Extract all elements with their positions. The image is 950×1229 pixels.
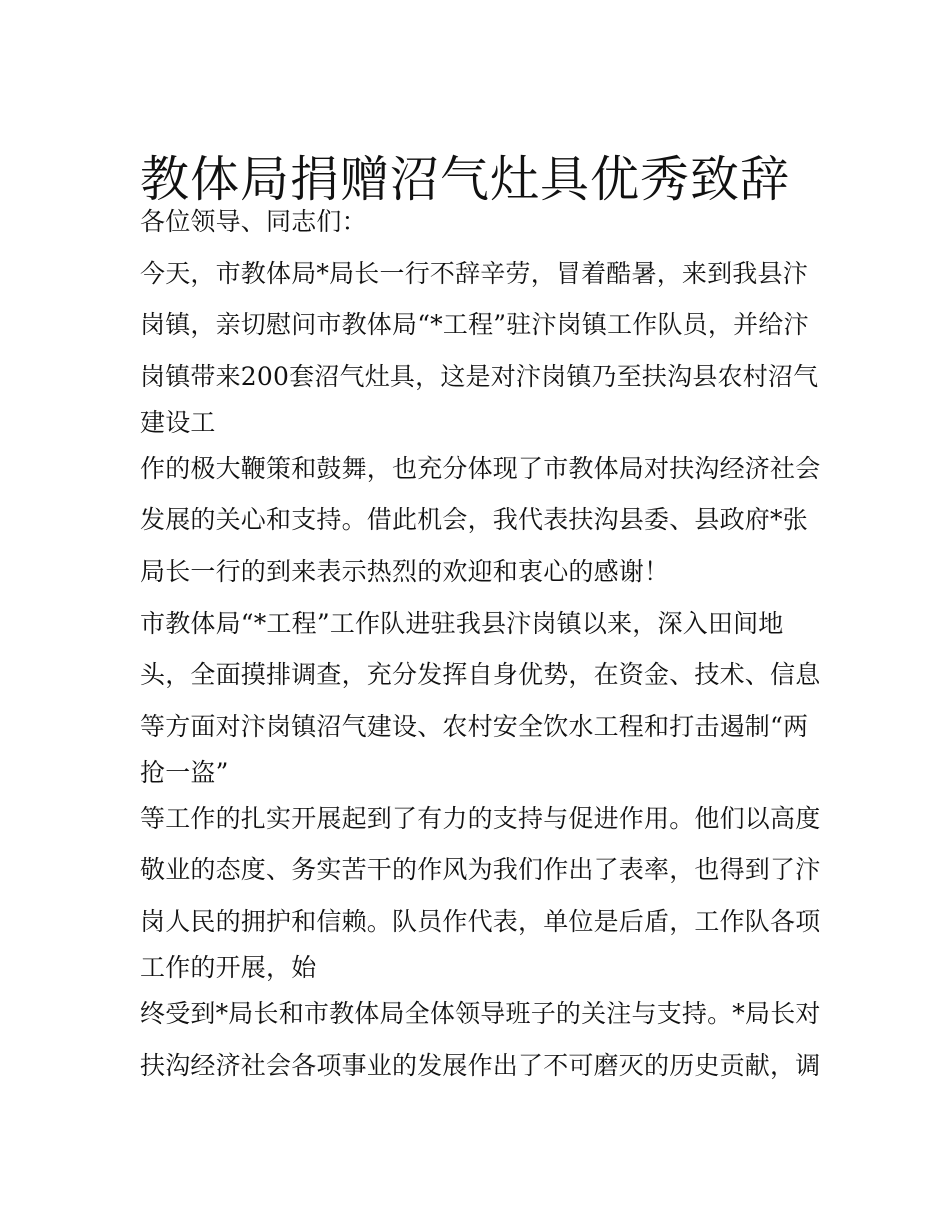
text-line: 扶沟经济社会各项事业的发展作出了不可磨灭的历史贡献，调 [140,1050,821,1080]
text-line: 市教体局“*工程”工作队进驻我县汴岗镇以来，深入田间地 [140,608,784,638]
text-line: 抢一盗” [140,757,229,787]
text-line: 工作的开展，始 [140,952,317,982]
document-body [140,200,820,1095]
text-line: 头，全面摸排调查，充分发挥自身优势，在资金、技术、信息 [140,660,821,690]
text-line: 作的极大鞭策和鼓舞，也充分体现了市教体局对扶沟经济社会 [140,453,821,483]
text-line: 建设工 [140,407,216,437]
text-line: 等方面对汴岗镇沼气建设、农村安全饮水工程和打击遏制“两 [140,711,809,741]
text-line: 各位领导、同志们： [140,207,367,236]
text-line: 终受到*局长和市教体局全体领导班子的关注与支持。*局长对 [140,998,821,1028]
text-line: 岗镇，亲切慰问市教体局“*工程”驻汴岗镇工作队员，并给汴 [140,310,809,340]
text-line: 等工作的扎实开展起到了有力的支持与促进作用。他们以高度 [140,803,821,833]
text-line: 发展的关心和支持。借此机会，我代表扶沟县委、县政府*张 [140,505,808,535]
text-line: 今天，市教体局*局长一行不辞辛劳，冒着酷暑，来到我县汴 [140,258,808,288]
text-line: 局长一行的到来表示热烈的欢迎和衷心的感谢！ [140,556,670,586]
text-line: 岗镇带来200套沼气灶具，这是对汴岗镇乃至扶沟县农村沼气 [140,361,819,391]
text-line: 敬业的态度、务实苦干的作风为我们作出了表率，也得到了汴 [140,855,821,885]
text-line: 岗人民的拥护和信赖。队员作代表，单位是后盾，工作队各项 [140,906,821,936]
document-title: 教体局捐赠沼气灶具优秀致辞 [140,150,791,208]
